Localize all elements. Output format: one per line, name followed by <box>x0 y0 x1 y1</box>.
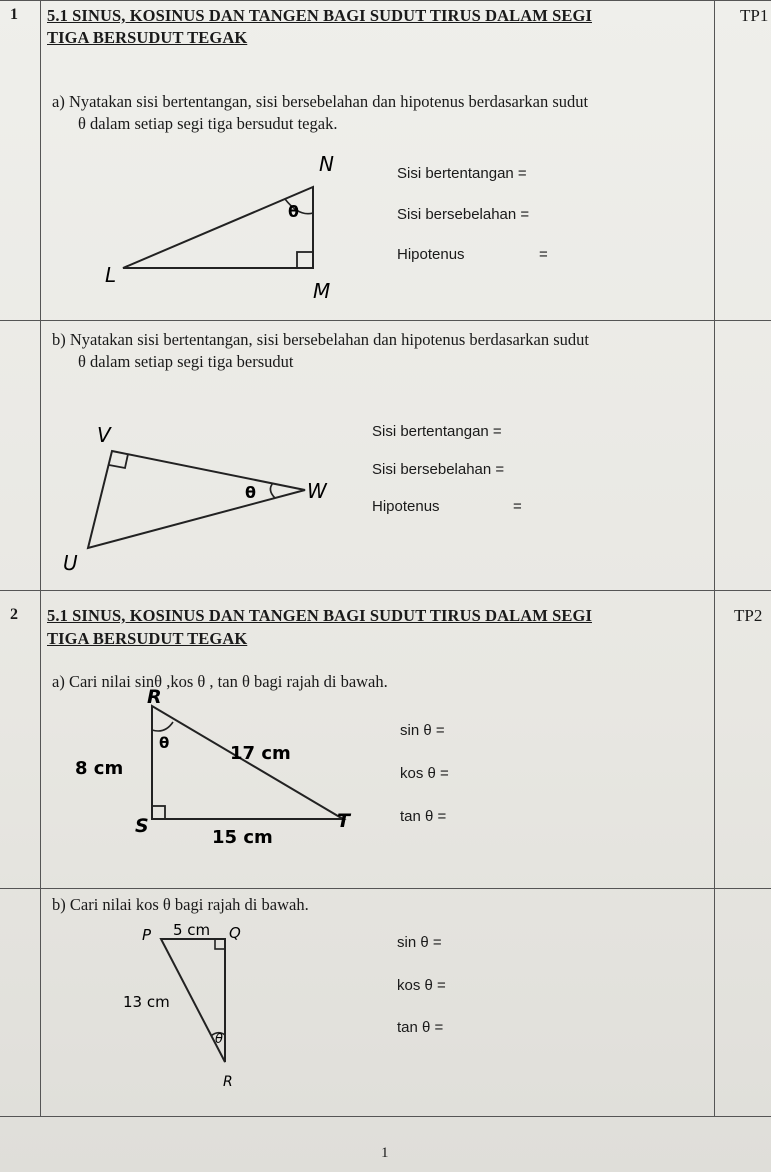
label-hypotenuse-equals: = <box>539 246 548 263</box>
triangle-vwu <box>88 451 305 548</box>
kos-theta: kos θ = <box>400 765 449 782</box>
label-adjacent: Sisi bersebelahan = <box>372 461 505 478</box>
vertex-s: S <box>135 815 149 837</box>
row-number: 2 <box>10 606 18 623</box>
divider-1a-1b <box>0 320 771 321</box>
label-hypotenuse: Hipotenus <box>372 498 440 515</box>
angle-theta: θ <box>288 202 299 221</box>
right-angle-mark <box>297 252 313 268</box>
angle-arc <box>152 722 173 731</box>
vertex-t: T <box>337 810 350 832</box>
side-st: 15 cm <box>212 827 273 848</box>
column-divider-right <box>714 0 715 1116</box>
side-pr: 13 cm <box>123 993 170 1011</box>
angle-theta: θ <box>245 483 256 502</box>
right-angle-mark <box>109 454 128 468</box>
sin-theta: sin θ = <box>397 934 442 951</box>
row-number: 1 <box>10 6 18 23</box>
section-title-line2: TIGA BERSUDUT TEGAK <box>47 629 248 648</box>
triangle-nlm <box>123 187 313 268</box>
vertex-w: W <box>307 479 327 503</box>
angle-theta: θ <box>215 1032 223 1047</box>
question-1a-line2: θ dalam setiap segi tiga bersudut tegak. <box>78 114 338 133</box>
tp-level: TP1 <box>740 6 769 25</box>
question-1b-line2: θ dalam setiap segi tiga bersudut <box>78 352 294 371</box>
vertex-l: L <box>105 263 117 287</box>
question-1a-line1: a) Nyatakan sisi bertentangan, sisi bersebelahan dan hipotenus berdasarkan sudut <box>52 92 589 111</box>
vertex-m: M <box>313 279 331 303</box>
section-title-line2: TIGA BERSUDUT TEGAK <box>47 28 248 47</box>
page-number: 1 <box>381 1145 389 1161</box>
divider-row1-row2 <box>0 590 771 591</box>
right-angle-mark <box>152 806 165 819</box>
vertex-u: U <box>63 551 78 575</box>
divider-2a-2b <box>0 888 771 889</box>
table-border-top <box>0 0 771 1</box>
section-title-line1: 5.1 SINUS, KOSINUS DAN TANGEN BAGI SUDUT TIRUS DALAM SEGI <box>47 6 592 25</box>
column-divider-left <box>40 0 41 1116</box>
triangle-figure-vwu <box>55 420 345 580</box>
sin-theta: sin θ = <box>400 722 445 739</box>
side-pq: 5 cm <box>173 921 211 939</box>
vertex-v: V <box>97 423 111 447</box>
label-hypotenuse-equals: = <box>513 498 522 515</box>
kos-theta: kos θ = <box>397 977 446 994</box>
side-sr: 8 cm <box>75 758 124 779</box>
label-opposite: Sisi bertentangan = <box>397 165 527 182</box>
label-hypotenuse: Hipotenus <box>397 246 465 263</box>
tp-level: TP2 <box>734 606 763 625</box>
vertex-q: Q <box>229 924 241 942</box>
vertex-p: P <box>142 926 152 944</box>
question-1b-line1: b) Nyatakan sisi bertentangan, sisi bersebelahan dan hipotenus berdasarkan sudut <box>52 330 590 349</box>
label-adjacent: Sisi bersebelahan = <box>397 206 530 223</box>
vertex-r: R <box>223 1074 233 1090</box>
triangle-figure-nlm <box>85 145 355 305</box>
table-border-bottom <box>0 1116 771 1117</box>
label-opposite: Sisi bertentangan = <box>372 423 502 440</box>
vertex-n: N <box>319 152 334 176</box>
triangle-figure-rst <box>75 686 375 852</box>
tan-theta: tan θ = <box>397 1019 444 1036</box>
tan-theta: tan θ = <box>400 808 447 825</box>
question-2a: a) Cari nilai sinθ ,kos θ , tan θ bagi rajah di bawah. <box>52 672 388 691</box>
question-2b: b) Cari nilai kos θ bagi rajah di bawah. <box>52 895 309 914</box>
angle-arc <box>270 483 275 498</box>
side-rt: 17 cm <box>230 743 291 764</box>
section-title-line1: 5.1 SINUS, KOSINUS DAN TANGEN BAGI SUDUT TIRUS DALAM SEGI <box>47 606 592 625</box>
right-angle-mark <box>215 939 225 949</box>
triangle-figure-pqr <box>115 912 285 1092</box>
angle-theta: θ <box>159 734 170 752</box>
vertex-r: R <box>147 686 162 708</box>
